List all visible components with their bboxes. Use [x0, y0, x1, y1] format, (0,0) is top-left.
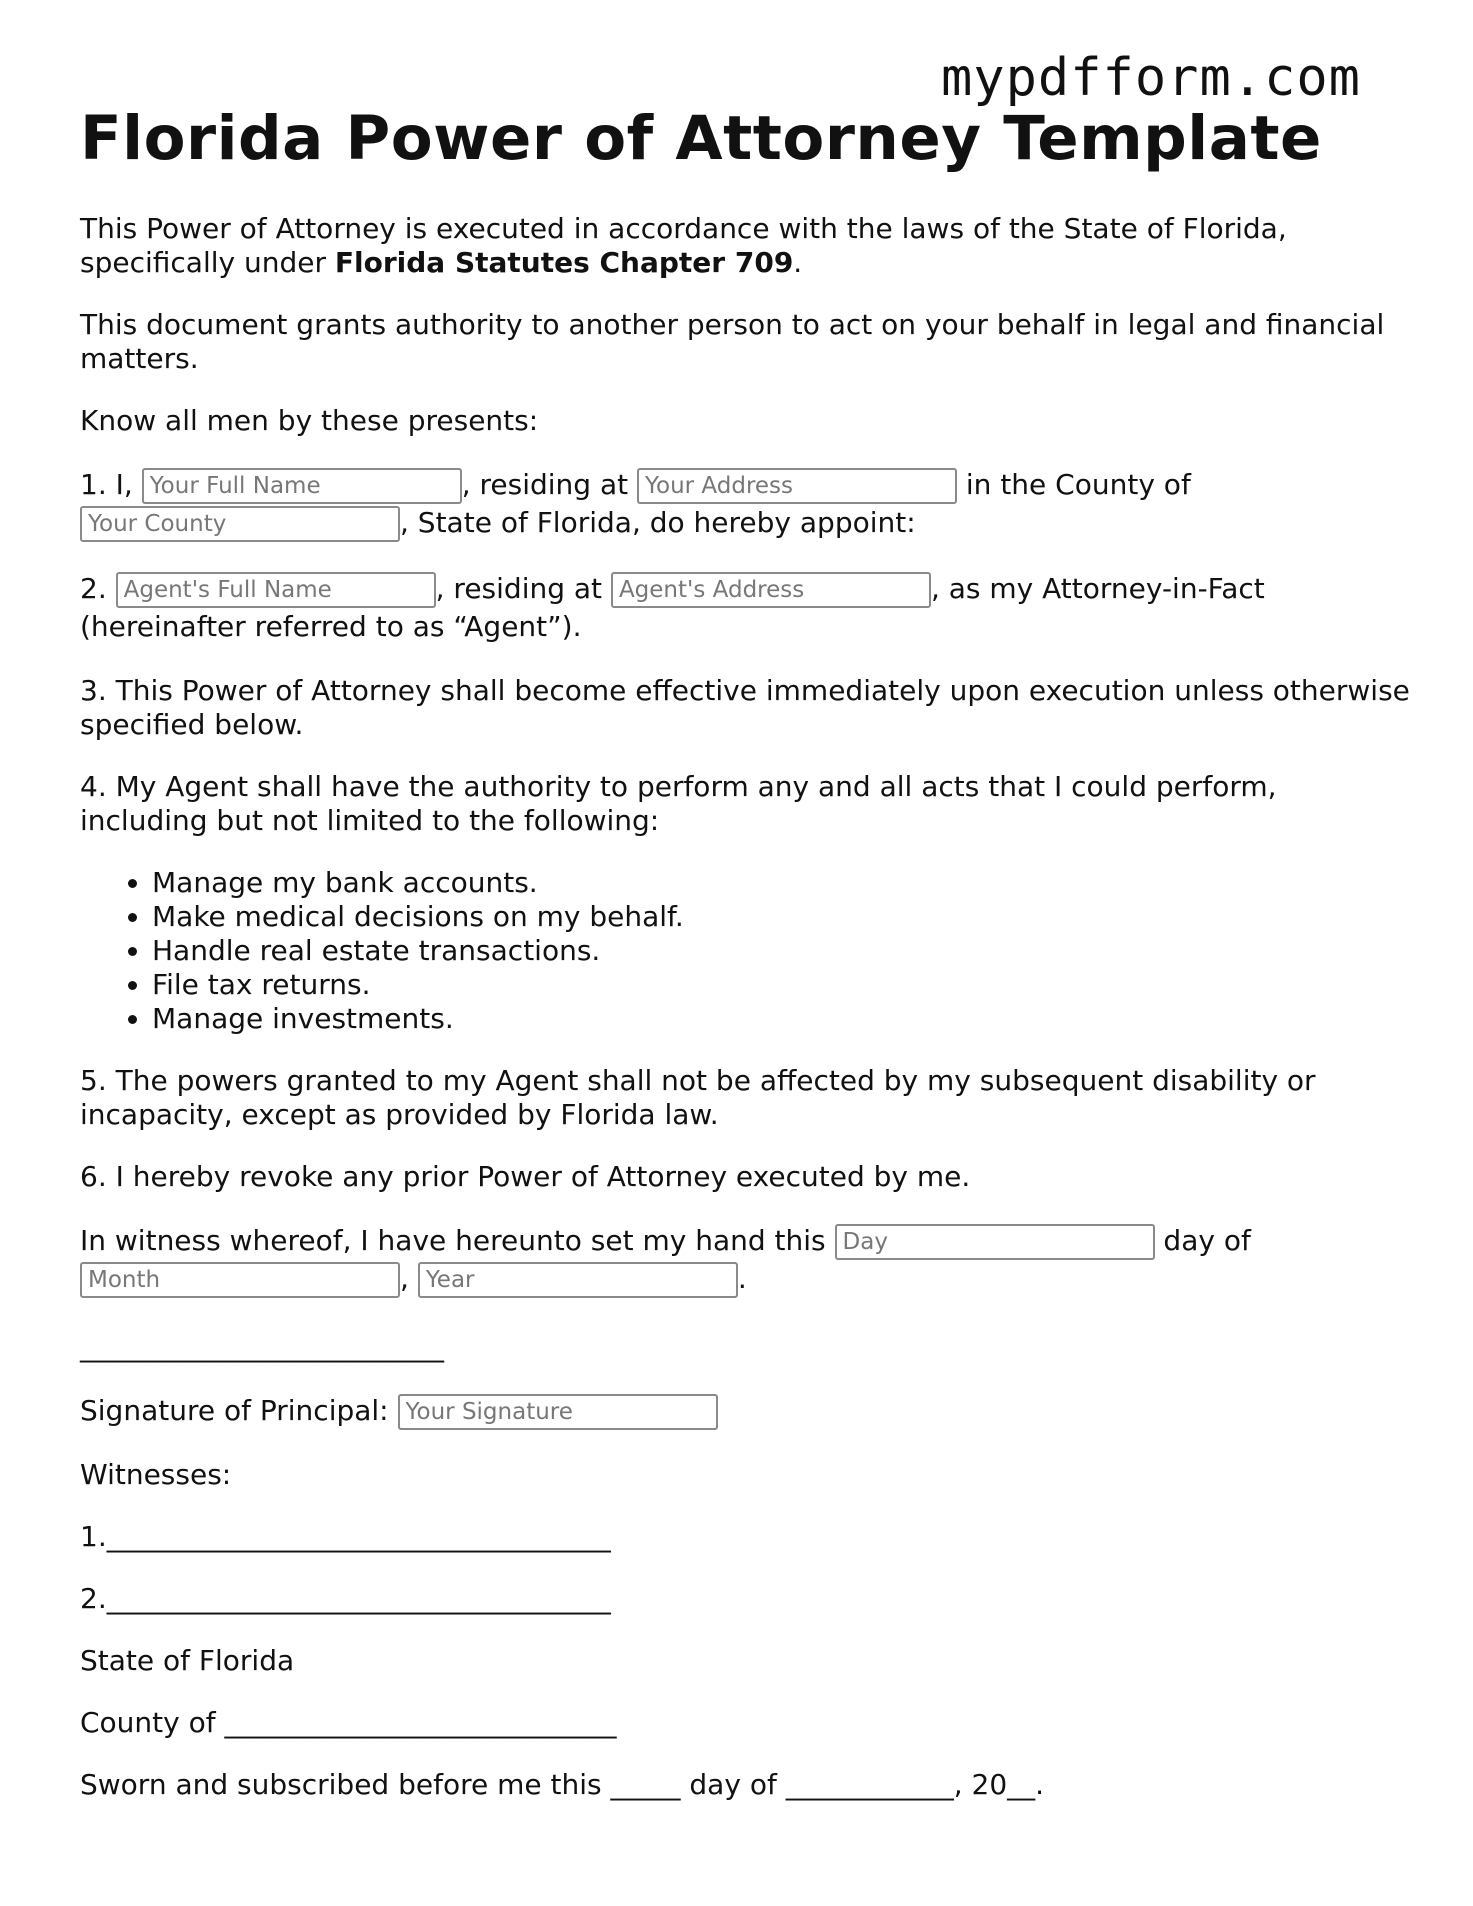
site-watermark: mypdfform.com [941, 48, 1361, 108]
clause-2: 2. Agent's Full Name , residing at Agent's Address , as my Attorney-in-Fact (hereinafter referred to as “Agent”). [80, 570, 1410, 646]
signature-row [80, 1392, 1410, 1430]
clause-1: 1. I, Your Full Name , residing at Your Address in the County of Your County, State of Florida, do hereby appoint: [80, 466, 1410, 542]
signature-input[interactable] [398, 1394, 718, 1430]
statute-reference: Florida Statutes Chapter 709 [334, 246, 794, 279]
principal-address-input[interactable] [637, 468, 957, 504]
power-item: • Make medical decisions on my behalf. [152, 900, 1410, 934]
clause-4: 4. My Agent shall have the authority to perform any and all acts that I could perform, including but not limited to the following: [80, 770, 1277, 837]
witness-clause: In witness whereof, I have hereunto set my hand this Day day of Month, Year . [80, 1222, 1410, 1298]
purpose-paragraph: This document grants authority to another person to act on your behalf in legal and financial matters. [80, 308, 1385, 375]
agent-address-input[interactable] [611, 572, 931, 608]
month-input[interactable] [80, 1262, 400, 1298]
intro-paragraph: This Power of Attorney is executed in accordance with the laws of the State of Florida, specifically under Florida Statutes Chapter 709. [80, 212, 1287, 279]
witnesses-label: Witnesses: [80, 1458, 232, 1491]
day-input[interactable] [835, 1224, 1155, 1260]
clause-5: 5. The powers granted to my Agent shall not be affected by my subsequent disability or incapacity, except as provided by Florida law. [80, 1064, 1316, 1131]
know-all-line: Know all men by these presents: [80, 404, 539, 437]
notary-state: State of Florida [80, 1644, 295, 1677]
document-page [80, 100, 1410, 1802]
page-title: Florida Power of Attorney Template [80, 103, 1322, 174]
principal-name-input[interactable] [142, 468, 462, 504]
power-item: • Manage investments. [152, 1002, 1410, 1036]
intro-text: This Power of Attorney is executed in accordance with the laws of the State of Florida, specifically under [80, 212, 1287, 279]
agent-name-input[interactable] [116, 572, 436, 608]
power-item: • Handle real estate transactions. [152, 934, 1410, 968]
signature-label: Signature of Principal: [80, 1394, 389, 1427]
clause-6: 6. I hereby revoke any prior Power of Attorney executed by me. [80, 1160, 971, 1193]
notary-sworn: Sworn and subscribed before me this _____ day of ____________, 20__. [80, 1768, 1045, 1801]
principal-county-input[interactable] [80, 506, 400, 542]
powers-list [80, 866, 1410, 1036]
clause-3: 3. This Power of Attorney shall become effective immediately upon execution unless otherwise specified below. [80, 674, 1410, 741]
signature-line: __________________________ [80, 1330, 444, 1363]
year-input[interactable] [418, 1262, 738, 1298]
notary-county: County of ____________________________ [80, 1706, 617, 1739]
witness-line-2: 2.____________________________________ [80, 1582, 611, 1615]
power-item: • Manage my bank accounts. [152, 866, 1410, 900]
witness-line-1: 1.____________________________________ [80, 1520, 611, 1553]
power-item: • File tax returns. [152, 968, 1410, 1002]
